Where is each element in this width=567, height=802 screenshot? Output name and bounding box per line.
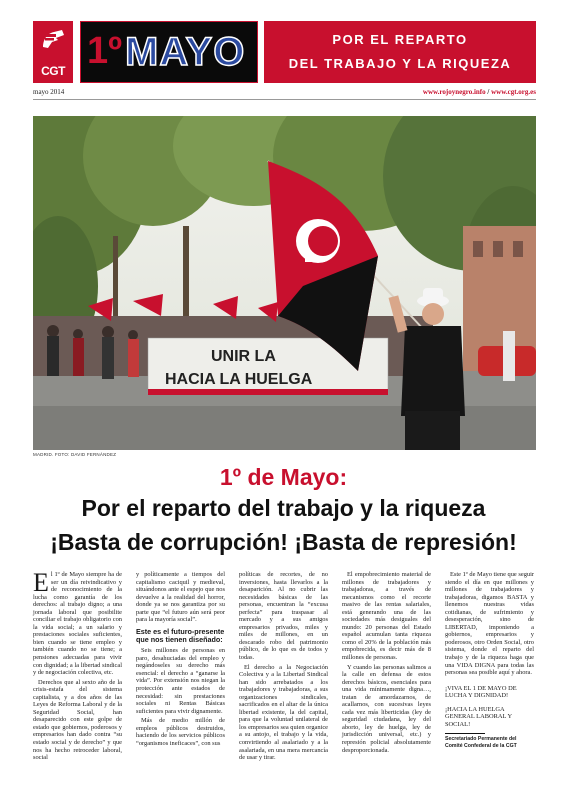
article-column-4	[342, 571, 431, 756]
article-paragraph: Este 1º de Mayo tiene que seguir siendo el día en que millones y millones de trabajadores y trabajadoras, digamos BASTA y llenemos nuestras vidas cotidianas, de sufrimiento y desesperación, sino de LIBERTAD, imponiendo a gobiernos, empresarios y poderosos, otro Orden Social, otro sistema, donde el reparto del trabajo y de la riqueza haga que una VIDA DIGNA para todas las personas sea posible aquí y ahora.	[445, 571, 534, 677]
closing-slogan: ¡HACIA LA HUELGA GENERAL LABORAL Y SOCIAL!	[445, 705, 512, 728]
header-slogan-line2: DEL TRABAJO Y LA RIQUEZA	[288, 56, 512, 71]
article-column-5	[445, 571, 534, 749]
drop-cap: E	[33, 568, 49, 597]
banner-text-line2: HACIA LA HUELGA	[165, 371, 313, 388]
logo-text: CGT	[41, 64, 65, 78]
banner-text-line1: UNIR LA	[211, 348, 276, 365]
photo-illustration	[33, 116, 536, 450]
demonstration-photo	[33, 116, 536, 450]
article-paragraph	[33, 568, 122, 677]
article-paragraph: Y cuando las personas salimos a la calle en defensa de estos derechos básicos, esenciales para una vida mínimamente digna…, tratan de amordazarnos, de acallarnos, con sucesivas leyes cada vez más liberticidas (ley de seguridad ciudadana, ley del aborto, ley de huelga, ley de jurisdicción universal, etc.) y represión policial absolutamente desproporcionada.	[342, 663, 431, 754]
header-rule	[33, 99, 536, 100]
article-paragraph: políticas de recortes, de no inversiones, hasta llevarlos a la desaparición. Al no cubrir las necesidades básicas de las personas, encuentran la “excusa perfecta” para traspasar al mercado y a sus amigos empresarios privados, miles y miles de millones, en un descarado robo del patrimonio público, de lo que es de todos y todas.	[239, 571, 328, 662]
website-links	[423, 88, 536, 96]
closing-slogans	[445, 679, 534, 729]
headline-kicker: 1º de Mayo:	[219, 464, 348, 490]
fist-icon	[40, 27, 66, 51]
cgt-logo	[33, 21, 73, 83]
masthead-title: MAYO	[125, 30, 246, 74]
article-subheading: Este es el futuro-presente que nos tienen diseñado:	[136, 626, 225, 645]
headline-subtitle: ¡Basta de corrupción! ¡Basta de represión!	[50, 529, 517, 555]
article-paragraph: El derecho a la Negociación Colectiva y a la Libertad Sindical han sido arrebatados a los trabajadores y trabajadoras, a sus organizaciones sindicales, sacrificados en el altar de la única libertad existente, la del capital, para que la voluntad unilateral de los empresarios sea quien organice a su antojo, el trabajo y la vida, convirtiendo al asalariado y a la asalariada, en una mera mercancía de usar y tirar.	[239, 663, 328, 762]
article-paragraph: Derechos que al sexto año de la crisis-estafa del sistema capitalista, y a dos años de las Leyes de Reforma Laboral y de la Seguridad Social, han desaparecido con este golpe de estado que gobiernos, poderosos y empresarios han dado contra “su estado social y de derecho” y que nos ha hecho retroceder laboral, social	[33, 678, 122, 762]
masthead-number: 1º	[87, 30, 123, 72]
issue-date: mayo 2014	[33, 88, 65, 96]
website-link-rojoynegro[interactable]: www.rojoynegro.info	[422, 88, 486, 96]
masthead	[80, 21, 258, 83]
article-paragraph: Más de medio millón de empleos públicos destruidos, haciendo de los servicios públicos “organismos ineficaces”, con sus	[136, 717, 225, 747]
article-column-2	[136, 571, 225, 749]
closing-slogan: ¡VIVA EL 1 DE MAYO DE LUCHA Y DIGNIDAD!	[445, 684, 517, 700]
signature: Secretariado Permanente del Comité Confederal de la CGT	[445, 736, 517, 749]
article-paragraph: y políticamente a tiempos del capitalismo caciquil y medieval, situándonos ante el espejo que nos devuelve a la realidad del horror, donde ya se nos garantiza por su parte que “el futuro aún será peor para la mayoría social”.	[136, 571, 225, 624]
paragraph-text: l 1º de Mayo siempre ha de ser un día reivindicativo y de reconocimiento de la lucha como garantía de los derechos: al trabajo digno; a una jornada laboral que posibilite conciliar el trabajo obligatorio con la vida social; a un salario y prestaciones sociales suficientes, bien cuando se tiene empleo y también cuando no se tiene; a pensiones adecuadas para vivir con dignidad; a la libertad sindical y de negociación colectiva, etc.	[33, 571, 122, 677]
photo-caption: MADRID. FOTO: DAVID FERNÁNDEZ	[33, 452, 117, 457]
article-paragraph: El empobrecimiento material de millones de trabajadores y trabajadoras, a través de mecanismos como el recorte masivo de las rentas salariales, está generando una de las sociedades más desiguales del mundo: 20 personas del Estado español acumulan tanta riqueza como el 20% de la población más empobrecida, es decir más de 8 millones de personas.	[342, 571, 431, 662]
header-slogan-box	[264, 21, 536, 83]
signature-rule	[445, 733, 485, 734]
website-link-cgt[interactable]: www.cgt.org.es	[491, 88, 536, 96]
headline-title: Por el reparto del trabajo y la riqueza	[81, 495, 486, 521]
article-column-1	[33, 568, 122, 764]
header-slogan-line1: POR EL REPARTO	[332, 32, 468, 47]
website-separator: /	[485, 88, 492, 96]
article-column-3	[239, 571, 328, 764]
article-paragraph: Seis millones de personas en paro, desahuciadas del empleo y negándoseles su derecho más esencial: el derecho a “ganarse la vida”. Por extensión nos niegan la protección ante estados de necesidad: sin prestaciones sociales ni Rentas Básicas suficientes para vivir dignamente.	[136, 647, 225, 715]
